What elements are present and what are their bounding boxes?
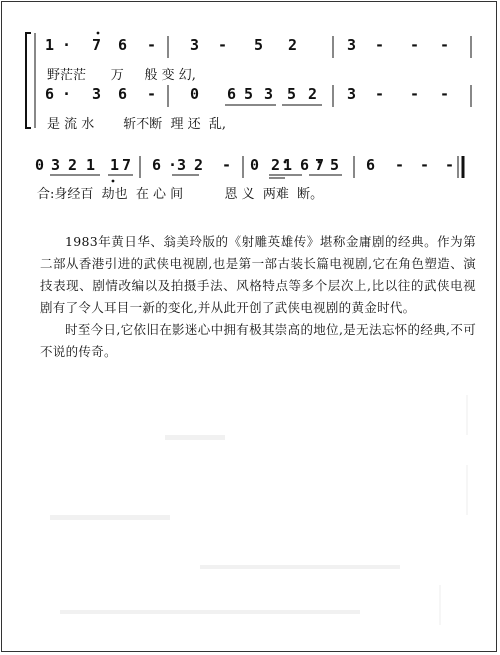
note-r1-10: -	[375, 36, 385, 54]
note-r3-19: -	[420, 156, 430, 174]
note-r3-16: 5	[330, 156, 340, 174]
note-r1-6: -	[218, 36, 228, 54]
note-r3-4: 1	[110, 156, 120, 174]
note-r2-11: 3	[347, 85, 357, 103]
note-r2-9: 5	[287, 85, 297, 103]
note-r3-7: ·	[168, 156, 178, 174]
note-r3-18: -	[395, 156, 405, 174]
note-r3-17: 6	[366, 156, 376, 174]
note-r1-8: 2	[288, 36, 298, 54]
note-r3-3: 1	[86, 156, 96, 174]
note-r2-14: -	[440, 85, 450, 103]
note-r3-11: 0	[250, 156, 260, 174]
article-paragraph-1: 1983年黄日华、翁美玲版的《射雕英雄传》堪称金庸剧的经典。作为第二部从香港引进的武侠电视剧,也是第一部古装长篇电视剧,它在角色塑造、演技表现、剧情改编以及拍摄手法、风格特点等多个层次上,比以往的武侠电视剧有了令人耳目一新的变化,并从此开创了武侠电视剧的黄金时代。	[40, 234, 476, 315]
note-r2-6: 6	[227, 85, 237, 103]
note-r3-2: 2	[68, 156, 78, 174]
note-r2-0: 6	[45, 85, 55, 103]
note-r3-10: -	[222, 156, 232, 174]
note-r3-5: 7	[122, 156, 132, 174]
note-r2-13: -	[410, 85, 420, 103]
note-r3-12: 2	[271, 156, 281, 174]
note-r2-1: ·	[62, 85, 72, 103]
note-r2-10: 2	[308, 85, 318, 103]
note-r2-5: 0	[190, 85, 200, 103]
note-r3-9: 2	[194, 156, 204, 174]
note-r3-13: 1	[283, 156, 293, 174]
note-r1-0: 1	[45, 36, 55, 54]
note-r2-7: 5	[244, 85, 254, 103]
note-r2-8: 3	[264, 85, 274, 103]
note-r3-15: 7	[315, 156, 325, 174]
note-r3-8: 3	[177, 156, 187, 174]
note-r2-3: 6	[118, 85, 128, 103]
note-r2-4: -	[147, 85, 157, 103]
note-r1-7: 5	[254, 36, 264, 54]
note-r1-12: -	[440, 36, 450, 54]
note-r3-0: 0	[35, 156, 45, 174]
note-r1-5: 3	[190, 36, 200, 54]
note-r1-2: 7	[92, 36, 102, 54]
article-paragraph-2: 时至今日,它依旧在影迷心中拥有极其崇高的地位,是无法忘怀的经典,不可不说的传奇。	[40, 322, 476, 359]
note-r3-6: 6	[152, 156, 162, 174]
lyrics-row-1: 野茫茫 万 般 变 幻,	[47, 68, 196, 83]
faint-bleedthrough	[0, 395, 500, 655]
note-r3-20: -	[445, 156, 455, 174]
note-r1-1: ·	[62, 36, 72, 54]
note-r2-2: 3	[92, 85, 102, 103]
note-r1-3: 6	[118, 36, 128, 54]
note-r1-9: 3	[347, 36, 357, 54]
note-r1-11: -	[410, 36, 420, 54]
note-r2-12: -	[375, 85, 385, 103]
lyrics-row-3: 合:身经百 劫也 在 心 间 恩 义 两难 断。	[37, 187, 324, 202]
note-r3-14: 6	[300, 156, 310, 174]
lyrics-row-2: 是 流 水 斩不断 理 还 乱,	[47, 117, 226, 132]
numbered-musical-score	[0, 0, 500, 215]
note-r1-4: -	[147, 36, 157, 54]
note-r3-1: 3	[51, 156, 61, 174]
